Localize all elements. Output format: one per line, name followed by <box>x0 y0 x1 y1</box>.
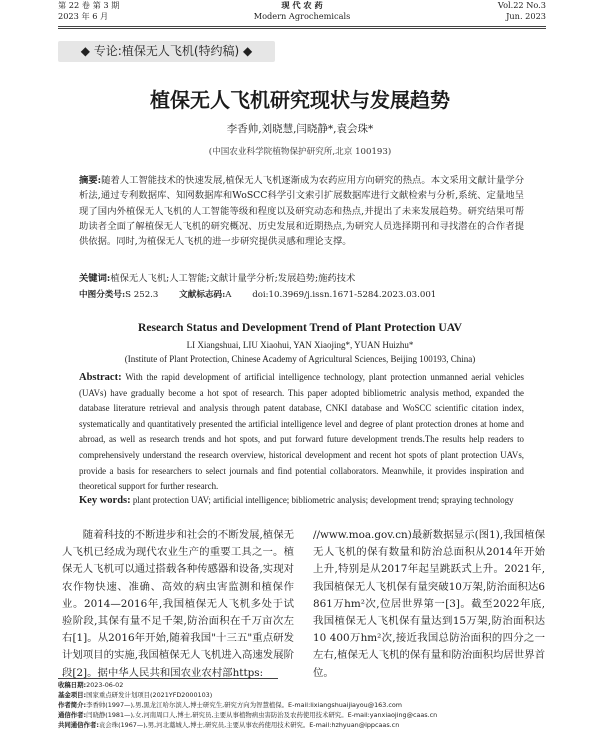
footnote-author-bio <box>58 700 548 710</box>
header-rule-thin <box>58 28 546 29</box>
abstract-en-text: With the rapid development of artificial intelligence technology, plant protection unmanned aerial vehicles (UAVs) have gradually become a hot spot of research. This paper adopted bibliometric analysis method, expanded the database literature retrieval and analysis through patent database, CNKI database and WoSCC scientific citation index, systematically and quantitatively presented the artificial intelligence level and degree of plant protection drones at home and abroad, as well as research trends and hot spots, and put forward future development trends.The results help readers to comprehensively understand the research overview, historical development and recent hot spots of plant protection UAVs, provide a basis for researchers to select journals and find potential collaborators. Meanwhile, it provides inspiration and theoretical support for further research. <box>79 372 525 492</box>
keywords-zh-text: 植保无人飞机;人工智能;文献计量学分析;发展趋势;施药技术 <box>110 273 356 284</box>
affiliation-zh: (中国农业科学院植物保护研究所,北京 100193) <box>208 147 392 157</box>
affiliation-en: (Institute of Plant Protection, Chinese Academy of Agricultural Sciences, Beijing 100193, China) <box>124 354 476 364</box>
header-right <box>498 0 546 22</box>
doi: doi:10.3969/j.issn.1671-5284.2023.03.001 <box>252 290 437 300</box>
keywords-en-text: plant protection UAV; artificial intelligence; bibliometric analysis; development trend; spraying technology <box>132 495 514 505</box>
issue-zh: 第 22 卷 第 3 期 <box>58 0 120 10</box>
body-paragraph-continued: //www.moa.gov.cn)最新数据显示(图1),我国植保无人飞机的保有数量和防治总面积从2014年开始上升,特别是从2017年起呈跳跃式上升。2021年,我国植保无人飞机保有量突破10万架,防治面积达6 861万hm²次,位居世界第一[3]。截至2022年底,我国植保无人飞机保有量达到15万架,防治面积达10 400万hm²次,接近我国总防治面积的四分之一左右,植保无人飞机的保有量和防治面积均居世界首位。 <box>313 529 545 679</box>
body-column-right <box>313 527 545 682</box>
footnote-label: 基金项目: <box>58 691 87 699</box>
clc-value: S 252.3 <box>125 290 159 300</box>
authors-zh: 李香帅,刘晓慧,闫晓静*,袁会珠* <box>226 123 374 135</box>
footnote-rule <box>58 678 278 679</box>
journal-zh: 现 代 农 药 <box>281 0 323 10</box>
footnote-label: 收稿日期: <box>58 681 87 689</box>
keywords-en <box>79 494 524 507</box>
clc <box>79 290 158 300</box>
abstract-en-label: Abstract: <box>79 372 122 383</box>
doc-code <box>179 290 231 300</box>
keywords-en-label: Key words: <box>79 495 131 506</box>
date-en: Jun. 2023 <box>506 11 546 21</box>
footnote-text: 袁会珠(1967—),男,河北藁城人,博士,研究员,主要从事农药使用技术研究。E-mail:hzhyuan@ippcaas.cn <box>98 721 400 729</box>
keywords-zh-label: 关键词: <box>79 273 111 284</box>
footnote-label: 共同通信作者: <box>58 721 99 729</box>
footnote-received <box>58 680 548 690</box>
running-header <box>58 0 546 26</box>
abstract-zh-text: 随着人工智能技术的快速发展,植保无人飞机逐渐成为农药应用方向研究的热点。本文采用文献计量学分析法,通过专利数据库、知网数据库和WoSCC科学引文索引扩展数据库进行文献检索与分析,系统、定量地呈现了国内外植保无人飞机的人工智能等级和程度以及研究动态和热点,并提出了未来发展趋势。研究结果可帮助读者全面了解植保无人飞机的研究概况、历史发展和近期热点,为研究人员选择期刊和寻找潜在的合作者提供依据。同时,为植保无人飞机的进一步研究提供灵感和理论支撑。 <box>79 175 524 248</box>
footnote-text: 李香帅(1997—),男,黑龙江哈尔滨人,博士研究生,研究方向为智慧植保。E-mail:lixiangshuaijiayou@163.com <box>86 701 402 709</box>
article-title-zh: 植保无人飞机研究现状与发展趋势 <box>150 88 450 112</box>
authors-en: LI Xiangshuai, LIU Xiaohui, YAN Xiaojing*, YUAN Huizhu* <box>186 340 414 350</box>
clc-label: 中图分类号: <box>79 290 126 300</box>
body-column-left <box>62 527 294 682</box>
footnote-label: 通信作者: <box>58 711 87 719</box>
body-paragraph: 随着科技的不断进步和社会的不断发展,植保无人飞机已经成为现代农业生产的重要工具之一。植保无人飞机可以通过搭载各种传感器和设备,实现对农作物快速、准确、高效的病虫害监测和植保作业。2014—2016年,我国植保无人飞机多处于试验阶段,其保有量不足千架,防治面积在千万亩次左右[1]。从2016年开始,随着我国"十三五"重点研发计划项目的实施,我国植保无人飞机进入高速发展阶段[2]。据中华人民共和国农业农村部https: <box>62 529 294 679</box>
footnote-funding <box>58 690 548 700</box>
footnote-text: 2023-06-02 <box>86 681 124 689</box>
header-rule <box>58 26 546 27</box>
footnote-co-corresponding <box>58 720 548 730</box>
header-center <box>58 0 546 22</box>
footnote-text: 国家重点研发计划项目(2021YFD2000103) <box>86 691 213 699</box>
special-topic-banner: ◆ 专论:植保无人飞机(特约稿) ◆ <box>58 41 275 62</box>
keywords-zh <box>79 272 524 286</box>
doc-code-label: 文献标志码: <box>179 290 226 300</box>
journal-en: Modern Agrochemicals <box>253 11 351 21</box>
article-title-en: Research Status and Development Trend of Plant Protection UAV <box>138 321 462 334</box>
doc-code-value: A <box>225 290 232 300</box>
vol-en: Vol.22 No.3 <box>497 0 546 10</box>
footnote-corresponding <box>58 710 548 720</box>
abstract-en <box>79 370 524 495</box>
footnote-text: 闫晓静(1981—),女,河南周口人,博士,研究员,主要从事植物病虫害防治及农药使用技术研究。E-mail:yanxiaojing@caas.cn <box>86 711 438 719</box>
date-zh: 2023 年 6 月 <box>58 11 109 21</box>
abstract-zh <box>79 173 524 249</box>
classification-line <box>79 288 524 302</box>
footnote-label: 作者简介: <box>58 701 87 709</box>
abstract-zh-label: 摘要: <box>79 175 102 186</box>
